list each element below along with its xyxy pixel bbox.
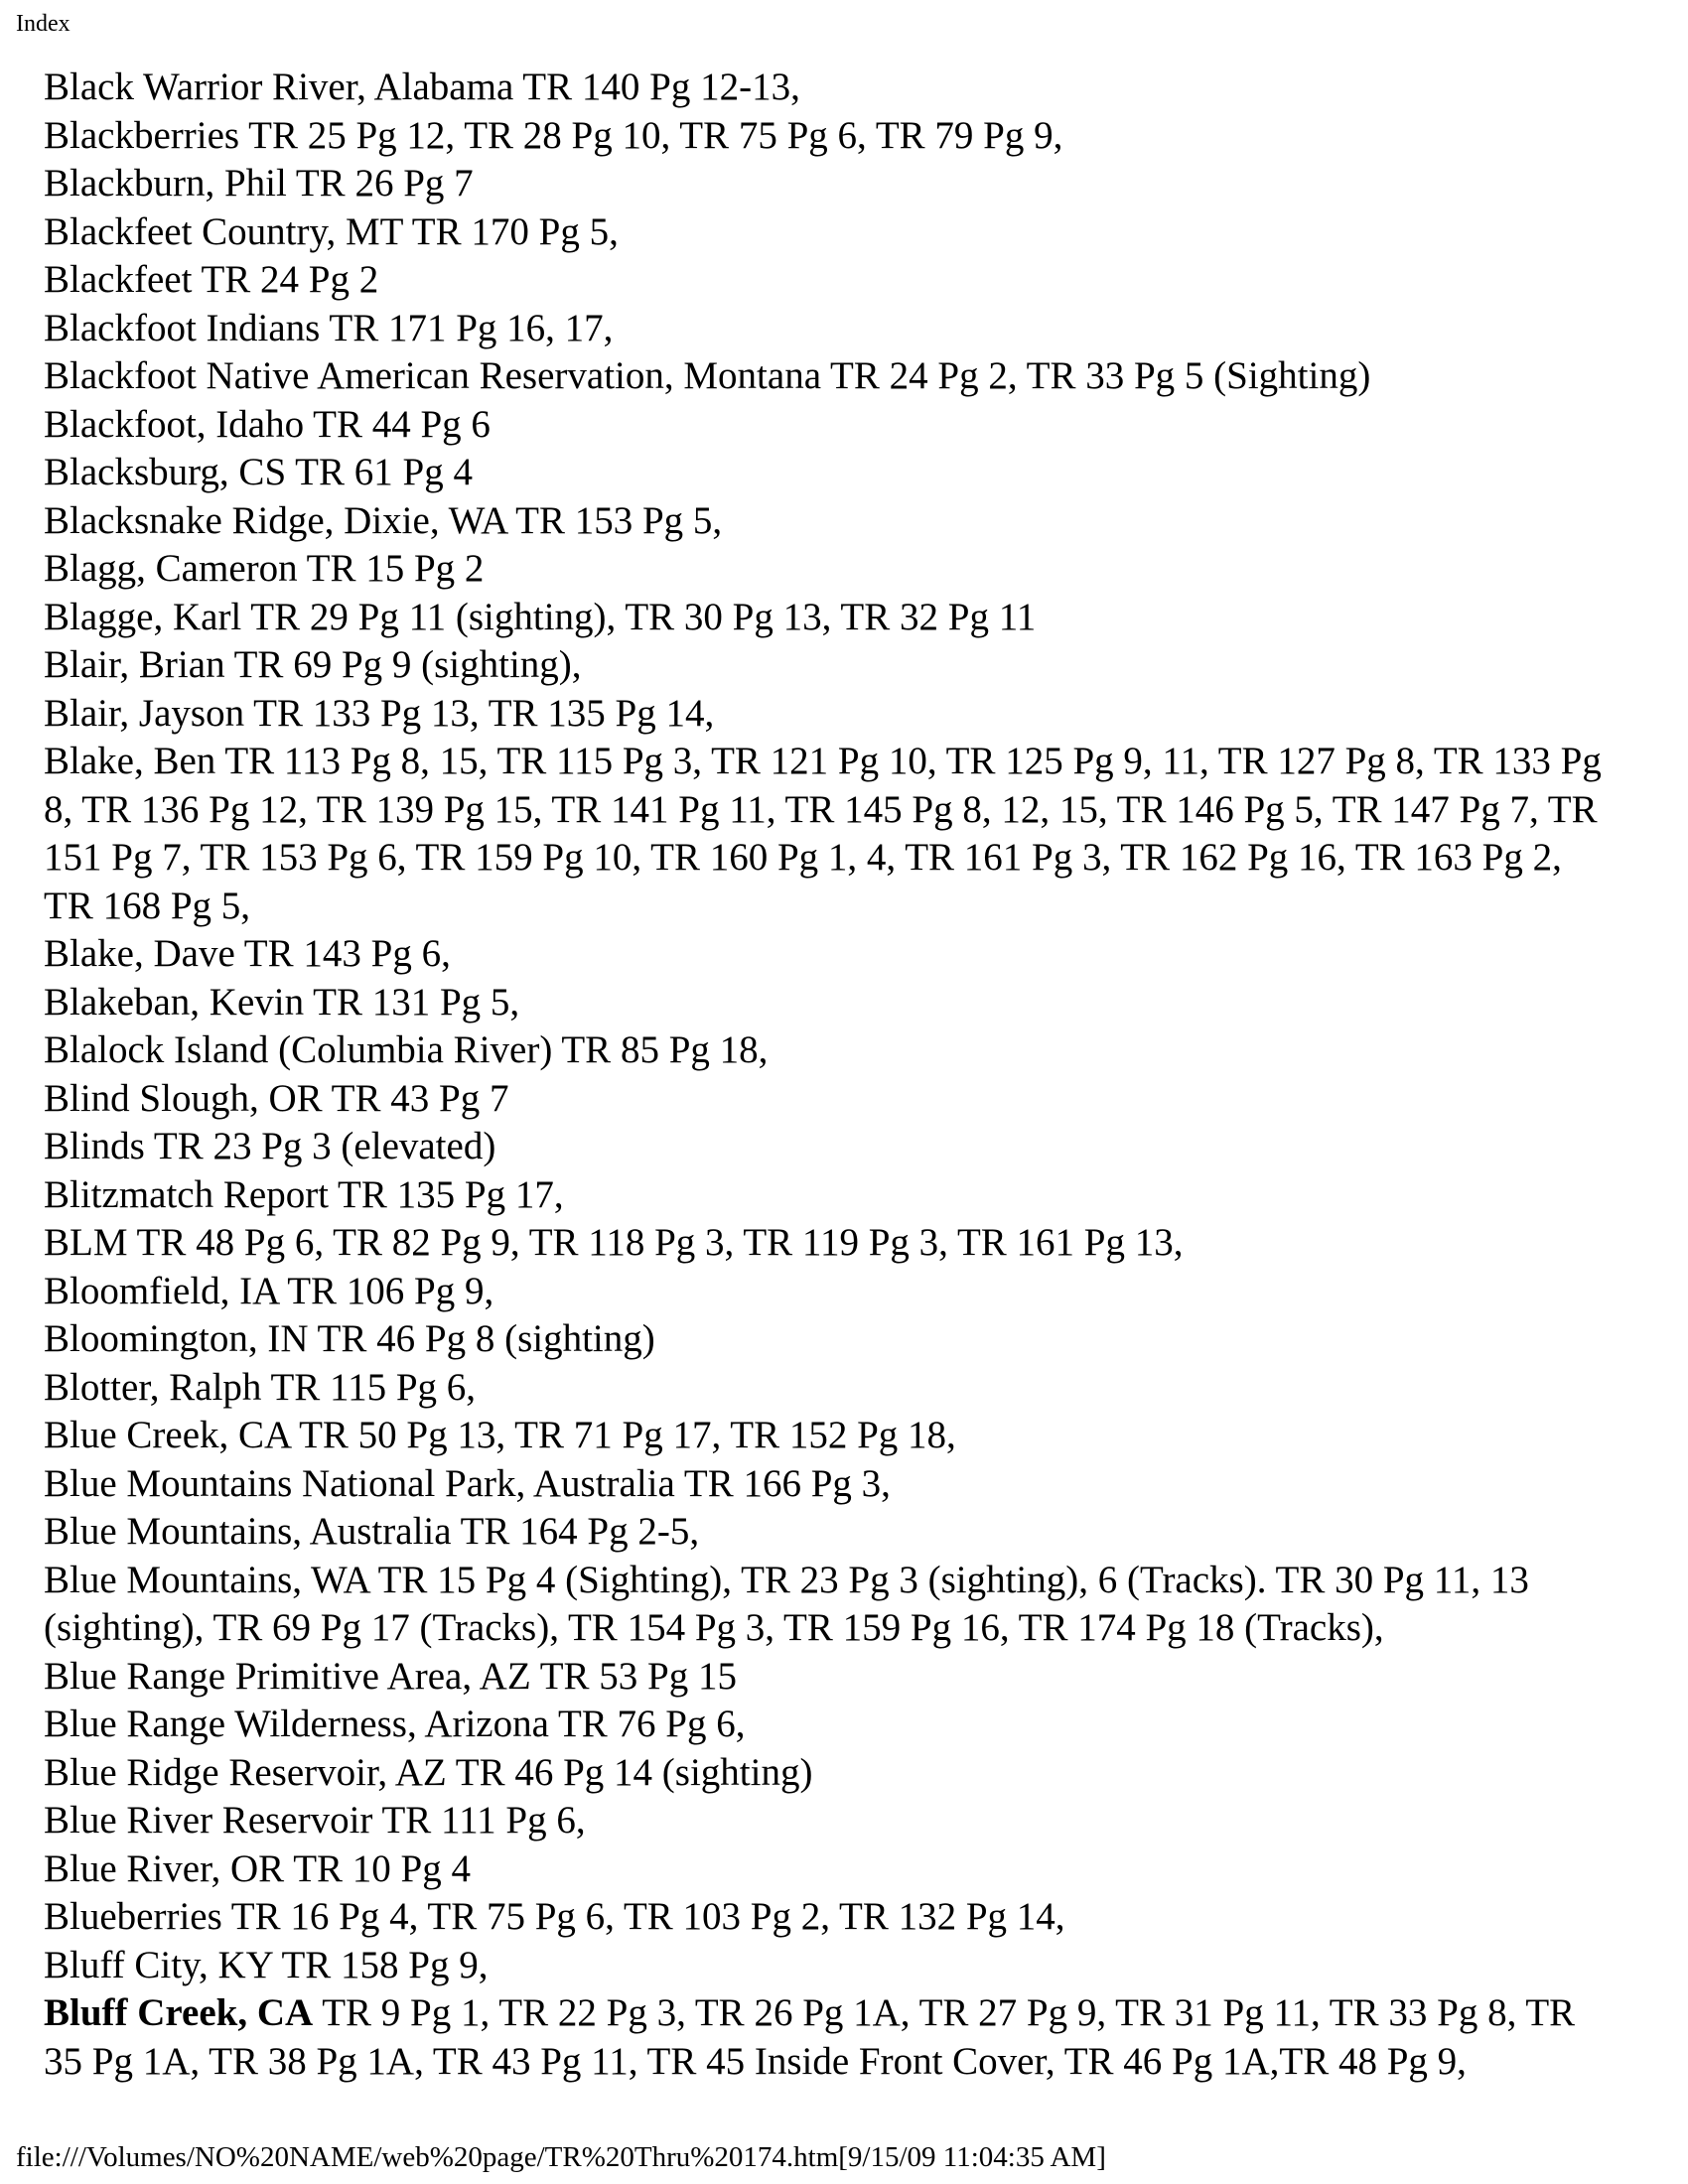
- index-entry: Blackfoot Indians TR 171 Pg 16, 17,: [44, 306, 614, 349]
- index-entry-term: Bluff Creek, CA: [44, 1991, 314, 2034]
- print-header: [16, 10, 70, 38]
- index-entry: Blackfoot Native American Reservation, Montana TR 24 Pg 2, TR 33 Pg 5 (Sighting): [44, 354, 1371, 397]
- file-url-text: file:///Volumes/NO%20NAME/web%20page/TR%20Thru%20174.htm[9/15/09 11:04:35 AM]: [16, 2141, 1106, 2173]
- index-entry: Blue Creek, CA TR 50 Pg 13, TR 71 Pg 17, TR 152 Pg 18,: [44, 1414, 956, 1456]
- index-entry: Blitzmatch Report TR 135 Pg 17,: [44, 1172, 564, 1216]
- index-entry: Bluff City, KY TR 158 Pg 9,: [44, 1943, 489, 1986]
- index-entry: Blair, Jayson TR 133 Pg 13, TR 135 Pg 14,: [44, 691, 715, 735]
- index-entry: Blind Slough, OR TR 43 Pg 7: [44, 1076, 509, 1120]
- index-entry: BLM TR 48 Pg 6, TR 82 Pg 9, TR 118 Pg 3, TR 119 Pg 3, TR 161 Pg 13,: [44, 1221, 1184, 1264]
- index-entry: Blake, Dave TR 143 Pg 6,: [44, 932, 451, 975]
- index-entry: Blake, Ben TR 113 Pg 8, 15, TR 115 Pg 3, TR 121 Pg 10, TR 125 Pg 9, 11, TR 127 Pg 8, TR 133 Pg 8, TR 136 Pg 12, TR 139 Pg 15, TR 141 Pg 11, TR 145 Pg 8, 12, 15, TR 146 Pg 5, TR 147 Pg 7, TR 151 Pg 7, TR 153 Pg 6, TR 159 Pg 10, TR 160 Pg 1, 4, TR 161 Pg 3, TR 162 Pg 16, TR 163 Pg 2, TR 168 Pg 5,: [44, 740, 1602, 927]
- index-entry: Blinds TR 23 Pg 3 (elevated): [44, 1125, 496, 1167]
- index-entry: Blacksnake Ridge, Dixie, WA TR 153 Pg 5,: [44, 498, 723, 542]
- index-entry: Blackberries TR 25 Pg 12, TR 28 Pg 10, TR 75 Pg 6, TR 79 Pg 9,: [44, 113, 1063, 157]
- index-entry: Blagg, Cameron TR 15 Pg 2: [44, 547, 485, 590]
- index-entry: Blackfeet TR 24 Pg 2: [44, 258, 379, 301]
- index-entry: Blue Mountains, WA TR 15 Pg 4 (Sighting), TR 23 Pg 3 (sighting), 6 (Tracks). TR 30 Pg 11, 13 (sighting), TR 69 Pg 17 (Tracks), TR 154 Pg 3, TR 159 Pg 16, TR 174 Pg 18 (Tracks),: [44, 1558, 1529, 1649]
- index-entries: [44, 64, 1608, 2086]
- index-entry: Blackfeet Country, MT TR 170 Pg 5,: [44, 209, 619, 253]
- index-entry: Blakeban, Kevin TR 131 Pg 5,: [44, 980, 520, 1024]
- index-entry: Blue Mountains National Park, Australia TR 166 Pg 3,: [44, 1461, 891, 1505]
- index-entry: Blagge, Karl TR 29 Pg 11 (sighting), TR 30 Pg 13, TR 32 Pg 11: [44, 595, 1037, 638]
- index-entry: Black Warrior River, Alabama TR 140 Pg 12-13,: [44, 66, 800, 108]
- index-entry: Bluff Creek, CA TR 9 Pg 1, TR 22 Pg 3, TR 26 Pg 1A, TR 27 Pg 9, TR 31 Pg 11, TR 33 Pg 8, TR 35 Pg 1A, TR 38 Pg 1A, TR 43 Pg 11, TR 45 Inside Front Cover, TR 46 Pg 1A,TR 48 Pg 9,: [44, 1991, 1576, 2083]
- index-entry: Blue River Reservoir TR 111 Pg 6,: [44, 1799, 586, 1842]
- index-entry: Blue Range Primitive Area, AZ TR 53 Pg 15: [44, 1654, 737, 1698]
- print-footer: [16, 2140, 1106, 2174]
- index-document-body: [44, 64, 1608, 2086]
- index-entry: Bloomfield, IA TR 106 Pg 9,: [44, 1269, 494, 1312]
- index-entry: Blue Range Wilderness, Arizona TR 76 Pg 6,: [44, 1703, 746, 1745]
- index-entry: Blue Mountains, Australia TR 164 Pg 2-5,: [44, 1510, 700, 1553]
- index-entry: Bloomington, IN TR 46 Pg 8 (sighting): [44, 1317, 655, 1360]
- index-entry: Blair, Brian TR 69 Pg 9 (sighting),: [44, 643, 582, 686]
- index-entry: Blackfoot, Idaho TR 44 Pg 6: [44, 402, 491, 446]
- index-entry: Blacksburg, CS TR 61 Pg 4: [44, 451, 473, 493]
- index-entry: Blue Ridge Reservoir, AZ TR 46 Pg 14 (sighting): [44, 1750, 813, 1794]
- index-entry: Blalock Island (Columbia River) TR 85 Pg 18,: [44, 1028, 769, 1071]
- index-entry: Blue River, OR TR 10 Pg 4: [44, 1846, 471, 1890]
- page-title: Index: [16, 11, 70, 37]
- index-entry: Blotter, Ralph TR 115 Pg 6,: [44, 1365, 477, 1409]
- index-entry: Blackburn, Phil TR 26 Pg 7: [44, 162, 474, 205]
- index-entry: Blueberries TR 16 Pg 4, TR 75 Pg 6, TR 103 Pg 2, TR 132 Pg 14,: [44, 1895, 1065, 1938]
